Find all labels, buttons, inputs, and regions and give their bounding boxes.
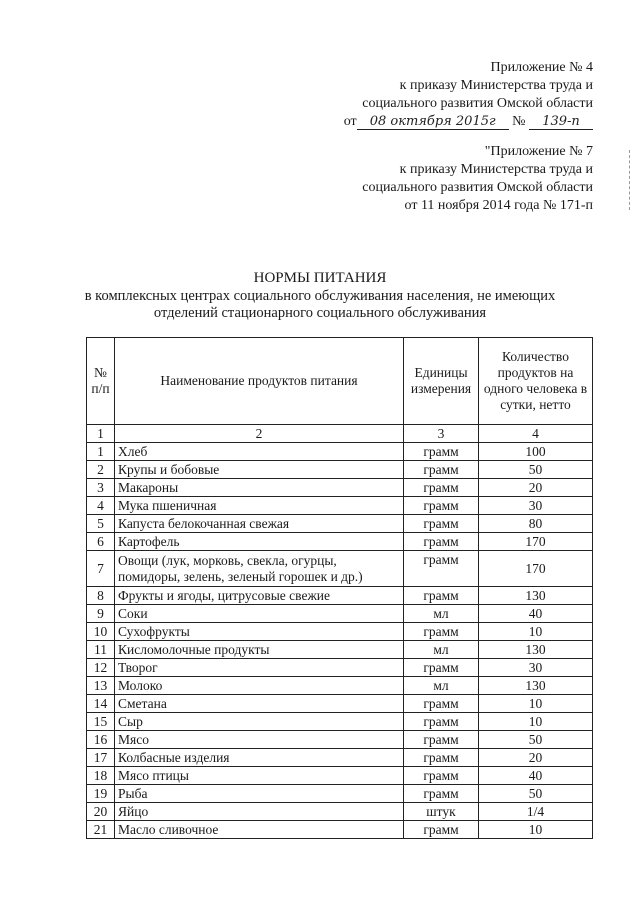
product-name-cell: Молоко	[115, 677, 404, 695]
quantity-cell: 10	[479, 821, 593, 839]
unit-cell: грамм	[404, 713, 479, 731]
handwritten-order-number: 139-п	[529, 114, 593, 130]
table-row	[87, 803, 593, 821]
unit-cell: грамм	[404, 623, 479, 641]
row-number-cell: 3	[87, 479, 115, 497]
appendix-7-title: "Приложение № 7	[484, 144, 593, 159]
column-number: 3	[404, 425, 479, 443]
table-row	[87, 677, 593, 695]
product-name-cell: Фрукты и ягоды, цитрусовые свежие	[115, 587, 404, 605]
row-number-cell: 10	[87, 623, 115, 641]
row-number-cell: 16	[87, 731, 115, 749]
quantity-cell: 50	[479, 785, 593, 803]
product-name-cell: Мука пшеничная	[115, 497, 404, 515]
row-number-cell: 7	[87, 551, 115, 587]
row-number-cell: 17	[87, 749, 115, 767]
unit-cell: грамм	[404, 695, 479, 713]
unit-cell: мл	[404, 641, 479, 659]
appendix-7-header	[362, 143, 593, 215]
table-row	[87, 551, 593, 587]
handwritten-date: 08 октября 2015г	[357, 114, 509, 130]
appendix-4-date-line	[344, 113, 593, 131]
row-number-cell: 4	[87, 497, 115, 515]
table-row	[87, 821, 593, 839]
row-number-cell: 2	[87, 461, 115, 479]
header-number: № п/п	[87, 338, 115, 425]
quantity-cell: 50	[479, 731, 593, 749]
product-name-cell: Овощи (лук, морковь, свекла, огурцы, помидоры, зелень, зеленый горошек и др.)	[115, 551, 404, 587]
column-number: 2	[115, 425, 404, 443]
table-row	[87, 533, 593, 551]
quantity-cell: 130	[479, 587, 593, 605]
product-name-cell: Рыба	[115, 785, 404, 803]
quantity-cell: 170	[479, 551, 593, 587]
date-prefix: от	[343, 114, 357, 129]
appendix-7-ministry-line: социального развития Омской области	[362, 180, 593, 195]
product-name-cell: Мясо птицы	[115, 767, 404, 785]
product-name-cell: Кисломолочные продукты	[115, 641, 404, 659]
table-row	[87, 749, 593, 767]
quantity-cell: 30	[479, 659, 593, 677]
row-number-cell: 18	[87, 767, 115, 785]
header-unit: Единицы измерения	[404, 338, 479, 425]
table-header-row	[87, 338, 593, 425]
product-name-cell: Колбасные изделия	[115, 749, 404, 767]
row-number-cell: 12	[87, 659, 115, 677]
row-number-cell: 20	[87, 803, 115, 821]
row-number-cell: 5	[87, 515, 115, 533]
row-number-cell: 9	[87, 605, 115, 623]
row-number-cell: 1	[87, 443, 115, 461]
table-row	[87, 587, 593, 605]
unit-cell: грамм	[404, 821, 479, 839]
table-row	[87, 767, 593, 785]
unit-cell: грамм	[404, 785, 479, 803]
quantity-cell: 30	[479, 497, 593, 515]
unit-cell: грамм	[404, 515, 479, 533]
unit-cell: грамм	[404, 587, 479, 605]
quantity-cell: 170	[479, 533, 593, 551]
product-name-cell: Соки	[115, 605, 404, 623]
appendix-4-title: Приложение № 4	[490, 60, 593, 75]
document-title: НОРМЫ ПИТАНИЯ	[253, 270, 387, 286]
appendix-4-header	[344, 59, 593, 131]
unit-cell: мл	[404, 677, 479, 695]
table-row	[87, 479, 593, 497]
product-name-cell: Хлеб	[115, 443, 404, 461]
quantity-cell: 10	[479, 623, 593, 641]
table-row	[87, 605, 593, 623]
quantity-cell: 40	[479, 605, 593, 623]
row-number-cell: 8	[87, 587, 115, 605]
table-row	[87, 785, 593, 803]
column-numbers-row	[87, 425, 593, 443]
quantity-cell: 100	[479, 443, 593, 461]
table-row	[87, 713, 593, 731]
table-row	[87, 443, 593, 461]
quantity-cell: 1/4	[479, 803, 593, 821]
unit-cell: штук	[404, 803, 479, 821]
scan-edge-mark	[629, 150, 636, 210]
quantity-cell: 80	[479, 515, 593, 533]
unit-cell: грамм	[404, 749, 479, 767]
table-row	[87, 695, 593, 713]
row-number-cell: 11	[87, 641, 115, 659]
unit-cell: грамм	[404, 551, 479, 587]
row-number-cell: 15	[87, 713, 115, 731]
appendix-7-order-line: к приказу Министерства труда и	[399, 162, 593, 177]
product-name-cell: Сметана	[115, 695, 404, 713]
quantity-cell: 20	[479, 479, 593, 497]
quantity-cell: 130	[479, 641, 593, 659]
unit-cell: грамм	[404, 479, 479, 497]
header-quantity: Количество продуктов на одного человека в сутки, нетто	[479, 338, 593, 425]
quantity-cell: 130	[479, 677, 593, 695]
quantity-cell: 40	[479, 767, 593, 785]
product-name-cell: Макароны	[115, 479, 404, 497]
nutrition-norms-table	[86, 337, 593, 839]
unit-cell: грамм	[404, 533, 479, 551]
appendix-4-ministry-line: социального развития Омской области	[362, 96, 593, 111]
product-name-cell: Сухофрукты	[115, 623, 404, 641]
unit-cell: грамм	[404, 443, 479, 461]
quantity-cell: 50	[479, 461, 593, 479]
table-row	[87, 641, 593, 659]
product-name-cell: Яйцо	[115, 803, 404, 821]
row-number-cell: 6	[87, 533, 115, 551]
quantity-cell: 10	[479, 695, 593, 713]
unit-cell: грамм	[404, 731, 479, 749]
table-row	[87, 731, 593, 749]
unit-cell: грамм	[404, 767, 479, 785]
document-subtitle-line-1: в комплексных центрах социального обслуживания населения, не имеющих	[84, 288, 556, 304]
table-row	[87, 497, 593, 515]
table-body	[87, 443, 593, 839]
unit-cell: грамм	[404, 659, 479, 677]
product-name-cell: Творог	[115, 659, 404, 677]
product-name-cell: Мясо	[115, 731, 404, 749]
column-number: 1	[87, 425, 115, 443]
quantity-cell: 20	[479, 749, 593, 767]
table-row	[87, 461, 593, 479]
product-name-cell: Масло сливочное	[115, 821, 404, 839]
row-number-cell: 14	[87, 695, 115, 713]
table-row	[87, 623, 593, 641]
row-number-cell: 19	[87, 785, 115, 803]
document-subtitle-line-2: отделений стационарного социального обслуживания	[153, 305, 487, 321]
row-number-cell: 21	[87, 821, 115, 839]
table-row	[87, 515, 593, 533]
header-product-name: Наименование продуктов питания	[115, 338, 404, 425]
row-number-cell: 13	[87, 677, 115, 695]
product-name-cell: Капуста белокочанная свежая	[115, 515, 404, 533]
column-number: 4	[479, 425, 593, 443]
quantity-cell: 10	[479, 713, 593, 731]
appendix-4-order-line: к приказу Министерства труда и	[399, 78, 593, 93]
table-row	[87, 659, 593, 677]
unit-cell: грамм	[404, 497, 479, 515]
unit-cell: мл	[404, 605, 479, 623]
product-name-cell: Сыр	[115, 713, 404, 731]
product-name-cell: Крупы и бобовые	[115, 461, 404, 479]
number-sign: №	[512, 114, 526, 129]
unit-cell: грамм	[404, 461, 479, 479]
product-name-cell: Картофель	[115, 533, 404, 551]
appendix-7-date-line: от 11 ноября 2014 года № 171-п	[404, 198, 593, 213]
